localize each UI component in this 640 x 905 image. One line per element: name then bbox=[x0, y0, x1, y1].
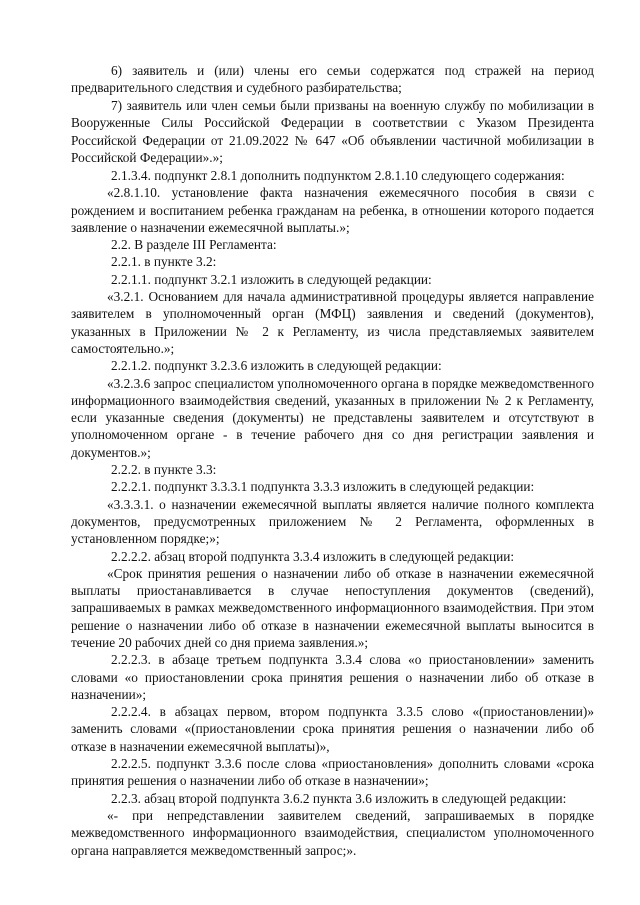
paragraph-2-2-1: 2.2.1. в пункте 3.2: bbox=[111, 254, 217, 270]
paragraph-2-1-3-4: 2.1.3.4. подпункт 2.8.1 дополнить подпунктом 2.8.1.10 следующего содержания: bbox=[111, 167, 565, 183]
paragraph-2-2-1-1: 2.2.1.1. подпункт 3.2.1 изложить в следующей редакции: bbox=[111, 271, 432, 287]
paragraph-item-6: 6) заявитель и (или) члены его семьи содержатся под стражей на период предварительного следствия и судебного разбирательства; bbox=[71, 63, 594, 96]
paragraph-2-2-2-4: 2.2.2.4. в абзацах первом, втором подпункта 3.3.5 слово «(приостановлении)» заменить словами «(приостановлении срока принятия решения о назначении либо об отказе в назначении ежемесячной выплаты)», bbox=[71, 704, 594, 754]
paragraph-2-2-2-2: 2.2.2.2. абзац второй подпункта 3.3.4 изложить в следующей редакции: bbox=[111, 548, 515, 564]
paragraph-2-2-1-2: 2.2.1.2. подпункт 3.2.3.6 изложить в следующей редакции: bbox=[111, 358, 442, 374]
paragraph-2-2-3: 2.2.3. абзац второй подпункта 3.6.2 пункта 3.6 изложить в следующей редакции: bbox=[111, 790, 567, 806]
paragraph-2-2: 2.2. В разделе III Регламента: bbox=[111, 237, 277, 253]
quote-3-2-3-6: «3.2.3.6 запрос специалистом уполномоченного органа в порядке межведомственного информационного взаимодействия сведений, указанных в приложении № 2 к Регламенту, если указанные сведения (документы) не представлены заявителем и отсутствуют в уполномоченном органе - в течение рабочего дня со дня регистрации заявления и документов.»; bbox=[71, 375, 594, 460]
quote-2-8-1-10: «2.8.1.10. установление факта назначения ежемесячного пособия в связи с рождением и воспитанием ребенка гражданам на ребенка, в отношении которого подается заявление о назначении ежемесячной выплаты.»; bbox=[71, 185, 594, 235]
paragraph-2-2-2-1: 2.2.2.1. подпункт 3.3.3.1 подпункта 3.3.3 изложить в следующей редакции: bbox=[111, 479, 535, 495]
quote-3-2-1: «3.2.1. Основанием для начала административной процедуры является направление заявителем в уполномоченный орган (МФЦ) заявления и сведений (документов), указанных в Приложении № 2 к Регламенту, из числа представляемых заявителем самостоятельно.»; bbox=[71, 289, 594, 356]
paragraph-2-2-2-3: 2.2.2.3. в абзаце третьем подпункта 3.3.4 слова «о приостановлении» заменить словами «о приостановлении срока принятия решения о назначении либо об отказе в назначении»; bbox=[71, 652, 594, 702]
quote-srok-prinyatiya: «Срок принятия решения о назначении либо об отказе в назначении ежемесячной выплаты приостанавливается в случае непоступления документов (сведений), запрашиваемых в рамках межведомственного информационного взаимодействия. При этом решение о назначении либо об отказе в назначении ежемесячной выплаты выносится в течение 20 рабочих дней со дня приема заявления.»; bbox=[71, 565, 594, 650]
paragraph-2-2-2: 2.2.2. в пункте 3.3: bbox=[111, 462, 217, 478]
paragraph-item-7: 7) заявитель или член семьи были призваны на военную службу по мобилизации в Вооруженные Силы Российской Федерации в соответствии с Указом Президента Российской Федерации от 21.09.2022 № 647 «Об объявлении частичной мобилизации в Российской Федерации».»; bbox=[71, 98, 594, 166]
quote-3-3-3-1: «3.3.3.1. о назначении ежемесячной выплаты является наличие полного комплекта документов, предусмотренных приложением № 2 Регламента, оформленных в установленном порядке;»; bbox=[71, 496, 594, 547]
quote-neprestavlenie: «- при непредставлении заявителем сведений, запрашиваемых в порядке межведомственного информационного взаимодействия, специалистом уполномоченного органа направляется межведомственный запрос;». bbox=[71, 807, 594, 858]
paragraph-2-2-2-5: 2.2.2.5. подпункт 3.3.6 после слова «приостановления» дополнить словами «срока принятия решения о назначении либо об отказе в назначении»; bbox=[71, 756, 594, 789]
